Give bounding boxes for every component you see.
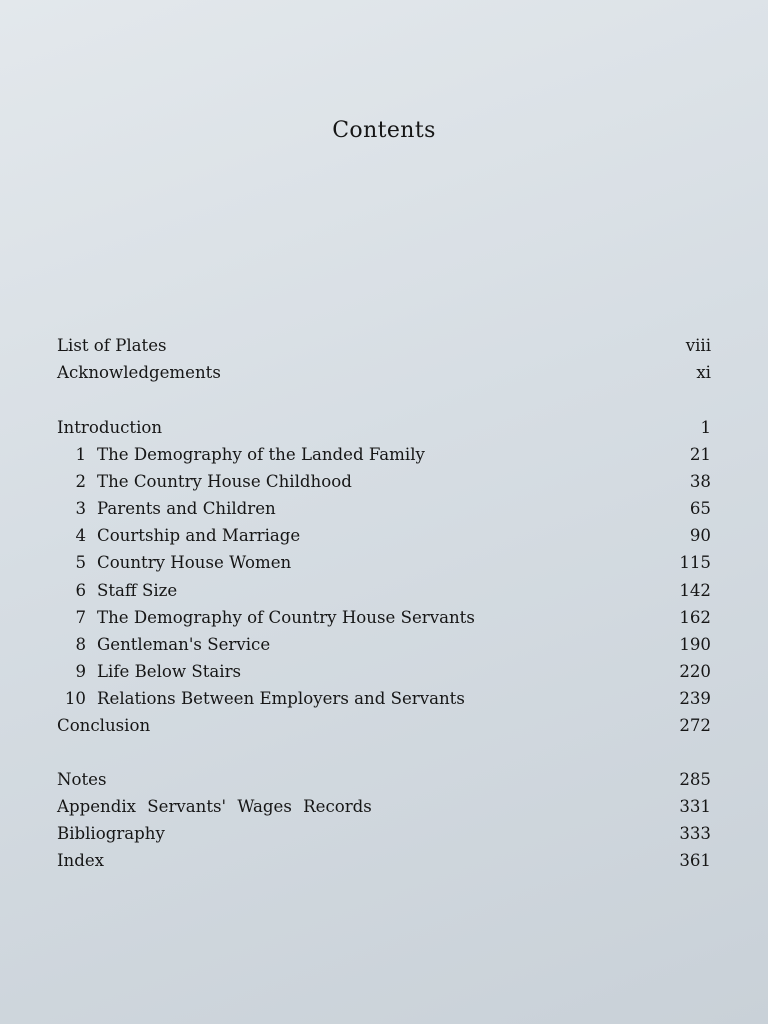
- toc-entry-page: viii: [685, 336, 711, 355]
- chapter-title: Parents and Children: [97, 499, 276, 518]
- toc-entry-page: xi: [696, 363, 711, 382]
- toc-entry-page: 272: [679, 716, 711, 735]
- chapter-title: Country House Women: [97, 553, 292, 572]
- chapter-number: 2: [75, 472, 86, 491]
- chapter-page: 142: [679, 581, 711, 600]
- chapter-page: 239: [679, 689, 711, 708]
- toc-entry-bibliography[interactable]: [57, 824, 711, 850]
- toc-entry-page: 285: [679, 770, 711, 789]
- bleed-through-text: [58, 0, 708, 27]
- chapter-title: Staff Size: [97, 581, 178, 600]
- toc-entry-appendix[interactable]: [57, 797, 711, 823]
- chapter-number: 3: [75, 499, 86, 518]
- toc-entry-index[interactable]: [57, 851, 711, 877]
- chapter-page: 115: [679, 553, 711, 572]
- toc-chapter-2[interactable]: [57, 472, 711, 498]
- toc-entry-label: Appendix Servants' Wages Records: [57, 797, 372, 816]
- toc-entry-conclusion[interactable]: [57, 716, 711, 742]
- chapter-number: 4: [75, 526, 86, 545]
- chapter-page: 220: [679, 662, 711, 681]
- toc-chapter-9[interactable]: [57, 662, 711, 688]
- toc-entry-acknowledgements[interactable]: [57, 363, 711, 389]
- chapter-title: The Demography of Country House Servants: [97, 608, 475, 627]
- chapter-number: 10: [64, 689, 86, 708]
- toc-entry-list-of-plates[interactable]: [57, 336, 711, 362]
- toc-chapter-7[interactable]: [57, 608, 711, 634]
- toc-chapter-1[interactable]: [57, 445, 711, 471]
- chapter-title: Relations Between Employers and Servants: [97, 689, 465, 708]
- toc-entry-label: Notes: [57, 770, 107, 789]
- toc-entry-label: Conclusion: [57, 716, 151, 735]
- toc-chapter-6[interactable]: [57, 581, 711, 607]
- chapter-number: 8: [75, 635, 86, 654]
- toc-entry-label: Introduction: [57, 418, 163, 437]
- toc-entry-page: 1: [700, 418, 711, 437]
- toc-chapter-4[interactable]: [57, 526, 711, 552]
- chapter-number: 7: [75, 608, 86, 627]
- chapter-page: 38: [689, 472, 711, 491]
- chapter-title: Gentleman's Service: [97, 635, 271, 654]
- chapter-page: 162: [679, 608, 711, 627]
- toc-entry-introduction[interactable]: [57, 418, 711, 444]
- chapter-title: Courtship and Marriage: [97, 526, 301, 545]
- toc-entry-label: Acknowledgements: [57, 363, 221, 382]
- page-title: Contents: [332, 118, 436, 143]
- toc-chapter-10[interactable]: [57, 689, 711, 715]
- chapter-number: 9: [75, 662, 86, 681]
- toc-entry-label: Index: [57, 851, 105, 870]
- toc-entry-label: List of Plates: [57, 336, 167, 355]
- toc-entry-label: Bibliography: [57, 824, 165, 843]
- chapter-page: 90: [689, 526, 711, 545]
- chapter-page: 190: [679, 635, 711, 654]
- toc-chapter-8[interactable]: [57, 635, 711, 661]
- chapter-page: 65: [689, 499, 711, 518]
- chapter-title: The Demography of the Landed Family: [97, 445, 425, 464]
- chapter-title: The Country House Childhood: [97, 472, 352, 491]
- chapter-number: 1: [75, 445, 86, 464]
- toc-entry-page: 361: [679, 851, 711, 870]
- toc-entry-page: 331: [679, 797, 711, 816]
- chapter-title: Life Below Stairs: [97, 662, 242, 681]
- chapter-page: 21: [689, 445, 711, 464]
- toc-chapter-5[interactable]: [57, 553, 711, 579]
- toc-chapter-3[interactable]: [57, 499, 711, 525]
- toc-entry-notes[interactable]: [57, 770, 711, 796]
- toc-entry-page: 333: [679, 824, 711, 843]
- chapter-number: 6: [75, 581, 86, 600]
- chapter-number: 5: [75, 553, 86, 572]
